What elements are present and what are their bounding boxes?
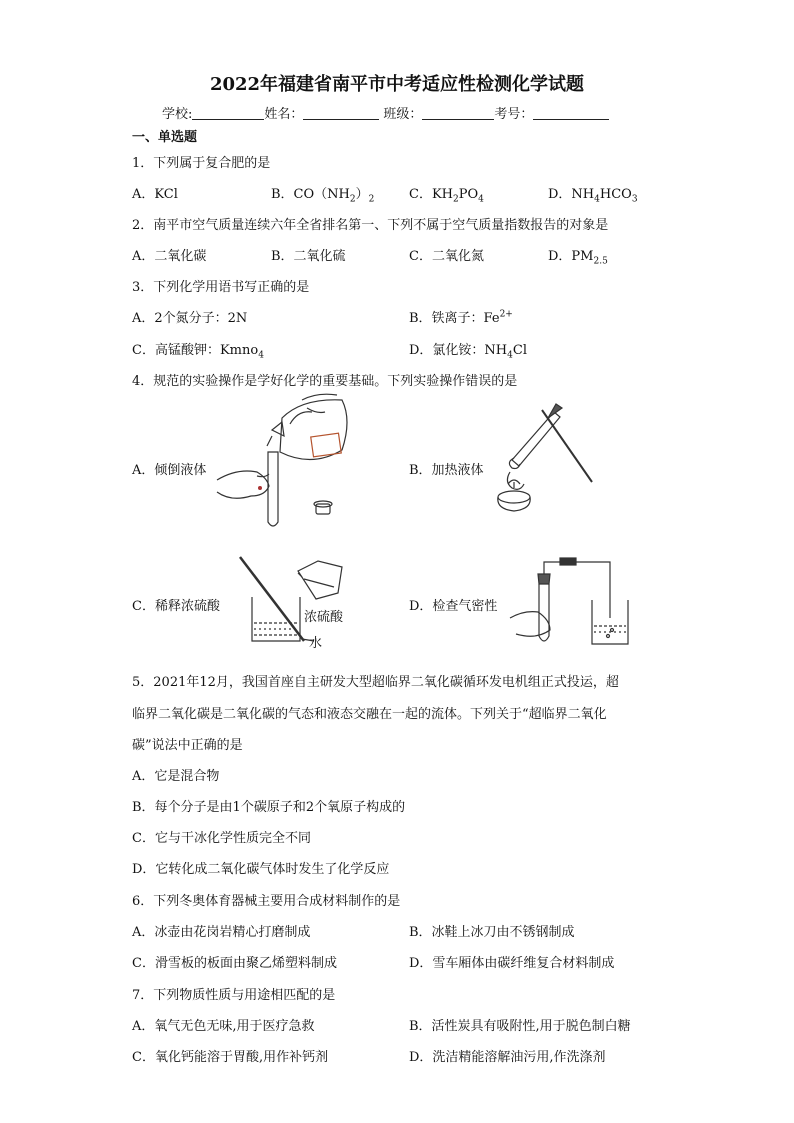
q3-option-a[interactable]: A．2个氮分子：2N <box>132 311 248 326</box>
q3-b-sup: 2+ <box>499 309 513 320</box>
q2-option-c[interactable]: C．二氧化氮 <box>409 249 484 264</box>
q3-c-sub: 4 <box>258 350 264 361</box>
q5-stem-line2: 临界二氧化碳是二氧化碳的气态和液态交融在一起的流体。下列关于“超临界二氧化 <box>132 707 607 722</box>
q4-option-d[interactable]: D．检查气密性 <box>409 599 498 614</box>
q4-option-b[interactable]: B．加热液体 <box>409 463 484 478</box>
q3-stem: 3．下列化学用语书写正确的是 <box>132 280 310 295</box>
q2-stem: 2．南平市空气质量连续六年全省排名第一、下列不属于空气质量指数报告的对象是 <box>132 218 609 233</box>
school-blank[interactable] <box>192 105 264 120</box>
q1-b-text: B．CO（NH <box>271 187 350 202</box>
q3-option-c[interactable] <box>132 339 264 361</box>
q2-option-a[interactable]: A．二氧化碳 <box>132 249 207 264</box>
q7-option-b[interactable]: B．活性炭具有吸附性,用于脱色制白糖 <box>409 1019 631 1034</box>
q1-b-text2: ） <box>355 187 369 202</box>
q1-d-sub: 4 <box>594 194 600 205</box>
q3-d-sub: 4 <box>507 350 513 361</box>
q1-d-text2: HCO <box>599 187 632 202</box>
q5-stem-line3: 碳”说法中正确的是 <box>132 738 243 753</box>
q1-stem: 1．下列属于复合肥的是 <box>132 156 271 171</box>
heating-liquid-illustration <box>492 392 602 522</box>
student-info-row <box>162 103 609 122</box>
pouring-liquid-illustration <box>212 390 362 530</box>
name-blank[interactable] <box>303 105 379 120</box>
q6-stem: 6．下列冬奥体育器械主要用合成材料制作的是 <box>132 894 401 909</box>
q1-c-text2: PO <box>458 187 479 202</box>
q6-option-b[interactable]: B．冰鞋上冰刀由不锈钢制成 <box>409 925 575 940</box>
q1-c-sub: 2 <box>453 194 459 205</box>
q1-b-sub2: 2 <box>368 194 375 205</box>
q1-b-sub: 2 <box>349 194 356 205</box>
school-label: 学校: <box>162 107 193 122</box>
diluting-acid-illustration <box>236 553 356 653</box>
q3-b-text: B．铁离子：Fe <box>409 311 500 326</box>
q4-option-a[interactable]: A．倾倒液体 <box>132 463 207 478</box>
q6-option-c[interactable]: C．滑雪板的板面由聚乙烯塑料制成 <box>132 956 337 971</box>
q1-c-text: C．KH <box>409 187 453 202</box>
q3-c-text: C．高锰酸钾：Kmno <box>132 343 259 358</box>
q7-option-a[interactable]: A．氧气无色无味,用于医疗急救 <box>132 1019 315 1034</box>
q3-d-text: D．氯化铵：NH <box>409 343 508 358</box>
q4-option-c[interactable]: C．稀释浓硫酸 <box>132 599 220 614</box>
class-blank[interactable] <box>422 105 494 120</box>
q6-option-a[interactable]: A．冰壶由花岗岩精心打磨制成 <box>132 925 311 940</box>
q7-option-d[interactable]: D．洗洁精能溶解油污用,作洗涤剂 <box>409 1050 606 1065</box>
q1-option-a[interactable]: A．KCl <box>132 187 178 202</box>
q5-option-d[interactable]: D．它转化成二氧化碳气体时发生了化学反应 <box>132 862 390 877</box>
q2-option-b[interactable]: B．二氧化硫 <box>271 249 346 264</box>
q3-d-text2: Cl <box>512 343 527 358</box>
q5-option-b[interactable]: B．每个分子是由1个碳原子和2个氧原子构成的 <box>132 800 406 815</box>
q1-option-c[interactable] <box>409 183 484 205</box>
q1-option-d[interactable] <box>548 183 638 205</box>
q5-option-a[interactable]: A．它是混合物 <box>132 769 220 784</box>
name-label: 姓名： <box>264 107 304 122</box>
q4-stem: 4．规范的实验操作是学好化学的重要基础。下列实验操作错误的是 <box>132 374 518 389</box>
q1-c-sub2: 4 <box>478 194 484 205</box>
class-label: 班级： <box>383 107 423 122</box>
q5-stem-line1: 5．2021年12月，我国首座自主研发大型超临界二氧化碳循环发电机组正式投运，超 <box>132 675 619 690</box>
q1-option-b[interactable] <box>271 183 374 205</box>
q7-option-c[interactable]: C．氧化钙能溶于胃酸,用作补钙剂 <box>132 1050 329 1065</box>
q3-option-d[interactable] <box>409 339 527 361</box>
q7-stem: 7．下列物质性质与用途相匹配的是 <box>132 988 336 1003</box>
q1-d-sub2: 3 <box>631 194 638 205</box>
q2-d-text: D．PM <box>548 249 594 264</box>
q3-option-b[interactable] <box>409 307 513 326</box>
q1-d-text: D．NH <box>548 187 595 202</box>
q5-option-c[interactable]: C．它与干冰化学性质完全不同 <box>132 831 311 846</box>
q6-option-d[interactable]: D．雪车厢体由碳纤维复合材料制成 <box>409 956 615 971</box>
airtightness-check-illustration <box>508 556 638 646</box>
exam-no-blank[interactable] <box>533 105 609 120</box>
acid-label: 浓硫酸 <box>304 610 344 625</box>
q2-d-sub: 2.5 <box>593 256 608 267</box>
water-label: 水 <box>309 636 323 651</box>
section-heading: 一、单选题 <box>132 130 198 145</box>
q2-option-d[interactable] <box>548 245 608 267</box>
exam-no-label: 考号： <box>494 107 534 122</box>
exam-title: 2022年福建省南平市中考适应性检测化学试题 <box>209 74 585 95</box>
